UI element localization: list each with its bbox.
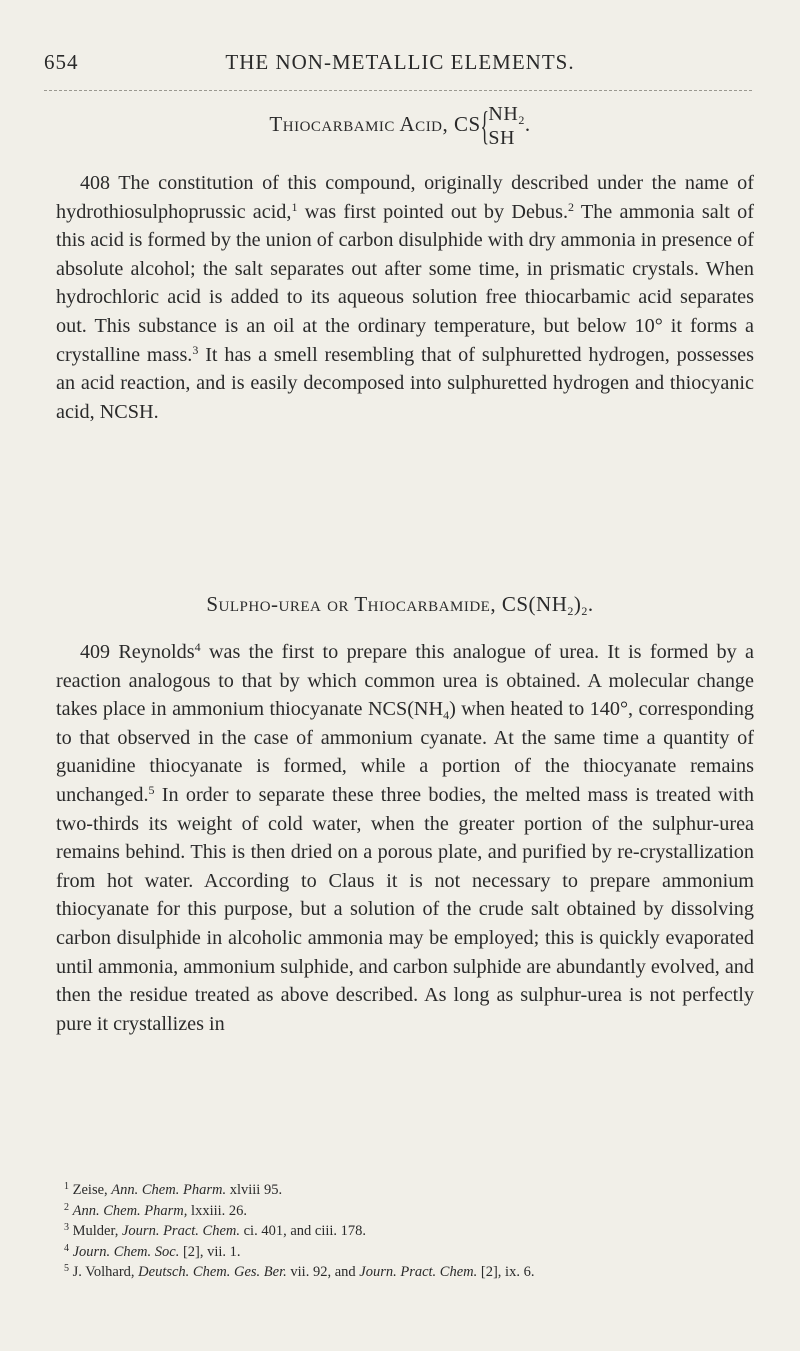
footnote: $^4$ Journ. Chem. Soc. [2], vii. 1. — [64, 1242, 241, 1260]
footnote-ref: 4 — [194, 640, 201, 654]
running-head — [44, 50, 756, 80]
footnote-ref: 3 — [192, 342, 199, 357]
section-heading-thiocarbamic-acid — [0, 102, 800, 150]
section-number: 409 — [80, 641, 110, 663]
header-rule — [44, 90, 752, 91]
footnotes — [56, 1180, 754, 1283]
footnote: $^5$ J. Volhard, Deutsch. Chem. Ges. Ber. vii. 92, and Journ. Pract. Chem. [2], ix. 6. — [64, 1263, 535, 1280]
footnote: $^3$ Mulder, Journ. Pract. Chem. ci. 401, and ciii. 178. — [64, 1222, 367, 1239]
section-number: 408 — [80, 172, 110, 194]
paragraph-409: 409 Reynolds$^4$ was the first to prepare this analogue of urea. It is formed by a reaction analogous to that by which common urea is obtained. A molecular change takes place in ammonium thiocyanate $NCS(NH_4)$ when heated to 140°, corresponding to that observed in the case of ammonium cyanate. At the same time a quantity of guanidine thiocyanate is formed, while a portion of the thiocyanate remains unchanged.$^5$ In order to separate these three bodies, the melted mass is treated with two-thirds its weight of cold water, when the greater portion of the sulphur-urea remains behind. This is then dried on a porous plate, and purified by re-crystallization from hot water. According to Claus it is not necessary to prepare ammonium thiocyanate for this purpose, but a solution of the crude salt obtained by dissolving carbon disulphide in alcoholic ammonia may be employed; this is quickly evaporated until ammonia, ammonium sulphide, and carbon sulphide are abundantly evolved, and then the residue treated as above described. As long as sulphur-urea is not perfectly pure it crystallizes in — [56, 640, 755, 1035]
footnote: $^1$ Zeise, Ann. Chem. Pharm. xlviii 95. — [64, 1181, 283, 1198]
paragraph-408: 408 The constitution of this compound, originally described under the name of hydrothiosulphoprussic acid,$^1$ was first pointed out by Debus.$^2$ The ammonia salt of this acid is formed by the union of carbon disulphide with dry ammonia in presence of absolute alcohol; the salt separates out after some time, in prismatic crystals. When hydrochloric acid is added to its aqueous solution free thiocarbamic acid separates out. This substance is an oil at the ordinary temperature, but below 10° it forms a crystalline mass.$^3$ It has a smell resembling that of sulphuretted hydrogen, possesses an acid reaction, and is easily decomposed into sulphuretted hydrogen and thiocyanic acid, NCSH. — [56, 172, 754, 423]
heading-formula: $CS(NH_2)_2$. — [501, 592, 594, 618]
footnote-ref: 1 — [291, 199, 298, 214]
heading-compound-name: Thiocarbamic Acid, — [269, 111, 449, 136]
page-number: 654 — [44, 50, 79, 74]
footnote-ref: 2 — [568, 199, 574, 214]
heading-formula: $CS\{NH_2$ SH. — [454, 103, 531, 149]
section-heading-thiocarbamide — [0, 592, 800, 617]
heading-compound-name: Sulpho-urea or Thiocarbamide, — [206, 592, 497, 616]
footnote: $^2$ Ann. Chem. Pharm, lxxiii. 26. — [64, 1201, 248, 1219]
running-title: THE NON-METALLIC ELEMENTS. — [225, 50, 575, 74]
footnote-ref: 5 — [148, 782, 155, 797]
